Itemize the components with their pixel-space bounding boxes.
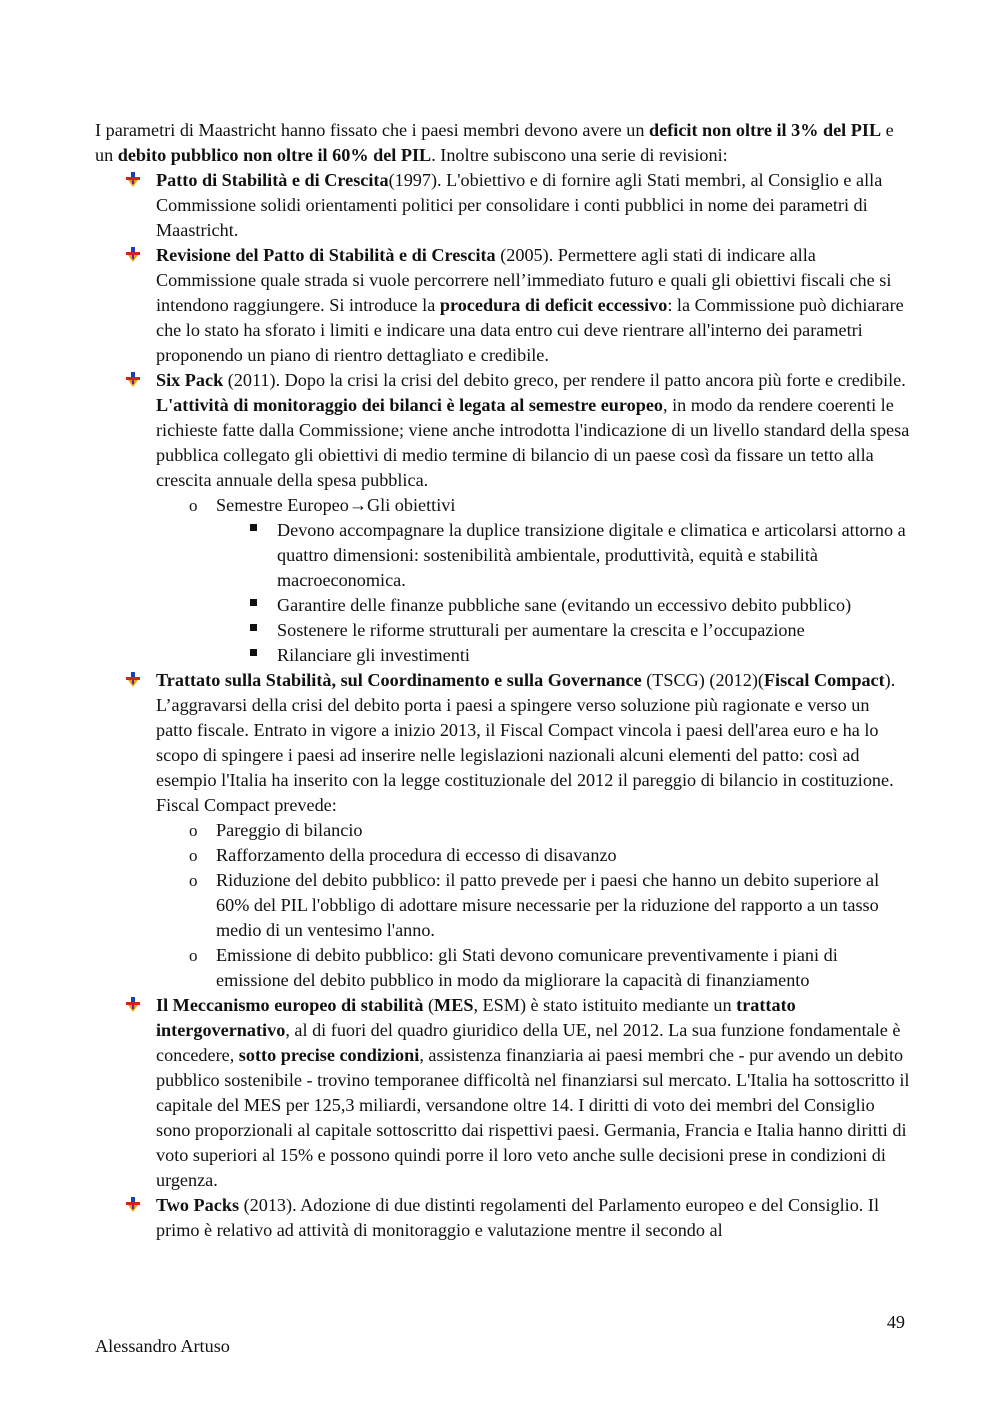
square-item-text: Devono accompagnare la duplice transizione digitale e climatica e articolarsi attorno a quattro dimensioni: sostenibilità ambientale, produttività, equità e stabilità macroeconomica. <box>277 520 906 590</box>
item-title: Patto di Stabilità e di Crescita <box>156 170 389 190</box>
item-bold: Fiscal Compact <box>763 670 885 690</box>
list-item-tscg <box>95 668 910 818</box>
item-text: , assistenza finanziaria ai paesi membri che - pur avendo un debito pubblico sostenibile - trovino temporanee difficoltà nel finanziarsi sul mercato. L'Italia ha sottoscritto il capitale del MES per 125,3 miliardi, versandone oltre 14. I diritti di voto dei membri del Consiglio sono proporzionali al capitale sottoscritto dai rispettivi paesi. Germania, Francia e Italia hanno diritti di voto superiori al 15% e possono quindi porre il loro veto anche sulle decisioni prese in condizioni di urgenza. <box>156 1045 910 1190</box>
pushpin-bullet-icon <box>125 372 141 387</box>
item-text: ( <box>423 995 435 1015</box>
square-list-item <box>95 593 910 618</box>
item-text: (2011). Dopo la crisi la crisi del debito greco, per rendere il patto ancora più forte e credibile. <box>223 370 906 390</box>
circle-bullet-icon: o <box>189 496 198 515</box>
item-bold: trattato intergovernativo <box>156 995 796 1040</box>
square-list-item <box>95 643 910 668</box>
item-text: (2005). Permettere agli stati di indicare alla Commissione quale strada si vuole percorrere nell’immediato futuro e quali gli obiettivi fiscali che si intendono raggiungere. Si introduce la <box>156 245 892 315</box>
pushpin-bullet-icon <box>125 172 141 187</box>
square-bullet-icon <box>250 524 257 531</box>
circle-bullet-icon: o <box>189 871 198 890</box>
item-text: (1997). L'obiettivo e di fornire agli Stati membri, al Consiglio e alla Commissione solidi orientamenti politici per consolidare i conti pubblici in nome dei parametri di Maastricht. <box>156 170 883 240</box>
square-item-text: Rilanciare gli investimenti <box>277 645 470 665</box>
item-text: , in modo da rendere coerenti le richieste fatte dalla Commissione; viene anche introdotta l'indicazione di un livello standard della spesa pubblica collegato gli obiettivi di medio termine di bilancio di un paese così da fissare un tetto alla crescita annuale della spesa pubblica. <box>156 395 910 490</box>
list-item-six-pack <box>95 368 910 493</box>
circle-bullet-icon: o <box>189 821 198 840</box>
intro-text: . Inoltre subiscono una serie di revisioni: <box>431 145 728 165</box>
sub-item <box>95 943 910 993</box>
list-item-two-packs <box>95 1193 910 1243</box>
item-title: Six Pack <box>156 370 224 390</box>
square-list-item <box>95 618 910 643</box>
circle-bullet-icon: o <box>189 846 198 865</box>
pushpin-bullet-icon <box>125 1197 141 1212</box>
square-bullet-icon <box>250 624 257 631</box>
document-body <box>95 118 910 1243</box>
sub-item-text: Riduzione del debito pubblico: il patto prevede per i paesi che hanno un debito superiore al 60% del PIL l'obbligo di adottare misure necessarie per la riduzione del rapporto a un tasso medio di un ventesimo l'anno. <box>216 870 880 940</box>
item-bold: procedura di deficit eccessivo <box>439 295 668 315</box>
pushpin-bullet-icon <box>125 672 141 687</box>
pushpin-bullet-icon <box>125 997 141 1012</box>
sub-item-semestre <box>95 493 910 518</box>
sub-item <box>95 868 910 943</box>
item-title: Trattato sulla Stabilità, sul Coordinamento e sulla Governance <box>156 670 642 690</box>
intro-bold: debito pubblico non oltre il 60% del PIL <box>117 145 432 165</box>
sub-item-text: Emissione di debito pubblico: gli Stati devono comunicare preventivamente i piani di emissione del debito pubblico in modo da migliorare la capacità di finanziamento <box>216 945 838 990</box>
sub-item-text: Rafforzamento della procedura di eccesso di disavanzo <box>216 845 617 865</box>
list-item-patto <box>95 168 910 243</box>
item-text: : la Commissione può dichiarare che lo stato ha sforato i limiti e indicare una data entro cui deve rientrare all'interno dei parametri proponendo un piano di rientro dettagliato e credibile. <box>156 295 904 365</box>
intro-bold: deficit non oltre il 3% del PIL <box>649 120 882 140</box>
sub-item <box>95 843 910 868</box>
list-item-revisione <box>95 243 910 368</box>
item-bold: MES <box>434 995 474 1015</box>
author-name: Alessandro Artuso <box>95 1336 230 1356</box>
item-title: Two Packs <box>156 1195 240 1215</box>
item-text: , ESM) è stato istituito mediante un <box>473 995 737 1015</box>
pushpin-bullet-icon <box>125 247 141 262</box>
intro-paragraph <box>95 118 910 168</box>
sub-item <box>95 818 910 843</box>
item-title: Revisione del Patto di Stabilità e di Crescita <box>156 245 496 265</box>
item-text: (TSCG) (2012)( <box>641 670 764 690</box>
right-arrow-icon: → <box>348 495 368 515</box>
square-bullet-icon <box>250 649 257 656</box>
square-item-text: Sostenere le riforme strutturali per aumentare la crescita e l’occupazione <box>277 620 805 640</box>
sub-item-text: Semestre Europeo <box>216 495 349 515</box>
sub-item-text: Pareggio di bilancio <box>216 820 363 840</box>
item-text: ). L’aggravarsi della crisi del debito porta i paesi a spingere verso soluzione più ragionate e verso un patto fiscale. Entrato in vigore a inizio 2013, il Fiscal Compact vincola i paesi dell'area euro e ha lo scopo di spingere i paesi ad inserire nelle legislazioni nazionali alcuni elementi del patto: così ad esempio l'Italia ha inserito con la legge costituzionale del 2012 il pareggio di bilancio in costituzione. Fiscal Compact prevede: <box>156 670 896 815</box>
sub-item-text: Gli obiettivi <box>367 495 456 515</box>
square-list-item <box>95 518 910 593</box>
item-text: , al di fuori del quadro giuridico della UE, nel 2012. La sua funzione fondamentale è concedere, <box>156 1020 901 1065</box>
item-title: Il Meccanismo europeo di stabilità <box>156 995 424 1015</box>
intro-text: I parametri di Maastricht hanno fissato che i paesi membri devono avere un <box>95 120 650 140</box>
square-item-text: Garantire delle finanze pubbliche sane (evitando un eccessivo debito pubblico) <box>277 595 852 615</box>
circle-bullet-icon: o <box>189 946 198 965</box>
intro-text: e un <box>95 120 894 165</box>
page-number: 49 <box>886 1312 905 1332</box>
item-bold: sotto precise condizioni <box>238 1045 420 1065</box>
item-bold: L'attività di monitoraggio dei bilanci è legata al semestre europeo <box>156 395 664 415</box>
item-text: (2013). Adozione di due distinti regolamenti del Parlamento europeo e del Consiglio. Il primo è relativo ad attività di monitoraggio e valutazione mentre il secondo al <box>156 1195 879 1240</box>
square-bullet-icon <box>250 599 257 606</box>
list-item-mes <box>95 993 910 1193</box>
